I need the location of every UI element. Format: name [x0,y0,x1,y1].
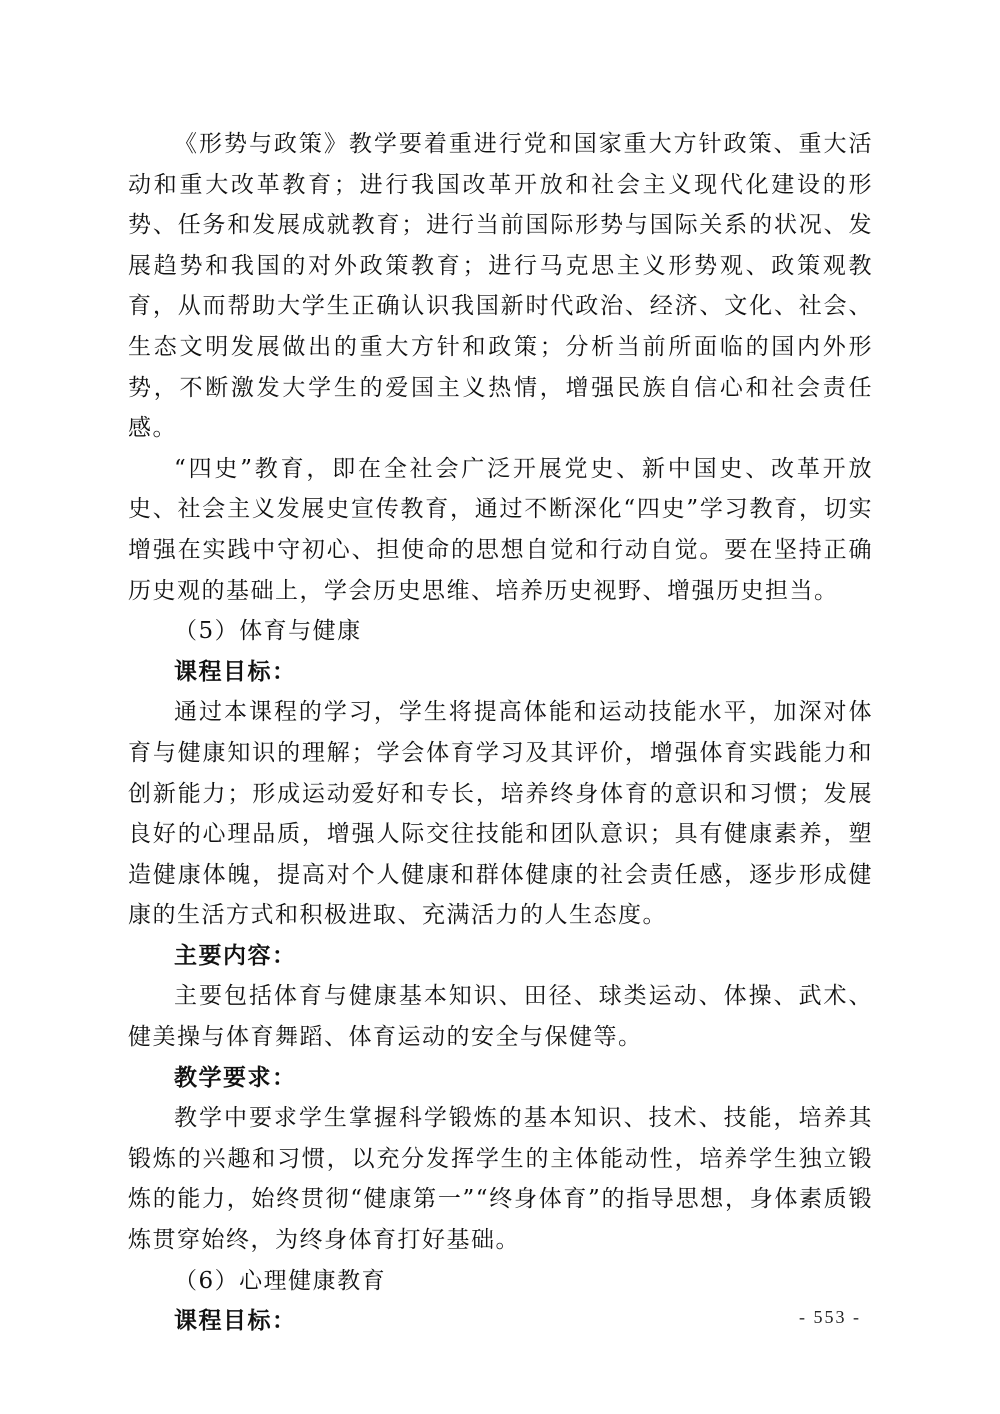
subheading-main-content: 主要内容： [174,942,297,969]
paragraph-situation-policy: 《形势与政策》教学要着重进行党和国家重大方针政策、重大活动和重大改革教育；进行我国改革开放和社会主义现代化建设的形势、任务和发展成就教育；进行当前国际形势与国际关系的状况、发展趋势和我国的对外政策教育；进行马克思主义形势观、政策观教育，从而帮助大学生正确认识我国新时代政治、经济、文化、社会、生态文明发展做出的重大方针和政策；分析当前所面临的国内外形势，不断激发大学生的爱国主义热情，增强民族自信心和社会责任感。 [128,131,873,442]
subheading-course-goals-mental: 课程目标： [174,1308,297,1335]
paragraph-pe-requirements: 教学中要求学生掌握科学锻炼的基本知识、技术、技能，培养其锻炼的兴趣和习惯，以充分发挥学生的主体能动性，培养学生独立锻炼的能力，始终贯彻“健康第一”“终身体育”的指导思想，身体素质锻炼贯穿始终，为终身体育打好基础。 [128,1105,873,1254]
section-heading-mental-health: （6）心理健康教育 [174,1267,387,1294]
section-heading-pe-health: （5）体育与健康 [174,618,362,645]
paragraph-pe-goals: 通过本课程的学习，学生将提高体能和运动技能水平，加深对体育与健康知识的理解；学会体育学习及其评价，增强体育实践能力和创新能力；形成运动爱好和专长，培养终身体育的意识和习惯；发展良好的心理品质，增强人际交往技能和团队意识；具有健康素养，塑造健康体魄，提高对个人健康和群体健康的社会责任感，逐步形成健康的生活方式和积极进取、充满活力的人生态度。 [128,699,873,929]
document-body [128,124,873,1342]
page-number: - 553 - [799,1307,861,1327]
subheading-teaching-requirements: 教学要求： [174,1064,297,1091]
paragraph-four-histories: “四史”教育，即在全社会广泛开展党史、新中国史、改革开放史、社会主义发展史宣传教育，通过不断深化“四史”学习教育，切实增强在实践中守初心、担使命的思想自觉和行动自觉。要在坚持正确历史观的基础上，学会历史思维、培养历史视野、增强历史担当。 [128,455,873,604]
subheading-course-goals: 课程目标： [174,658,297,685]
paragraph-pe-content: 主要包括体育与健康基本知识、田径、球类运动、体操、武术、健美操与体育舞蹈、体育运动的安全与保健等。 [128,983,873,1051]
